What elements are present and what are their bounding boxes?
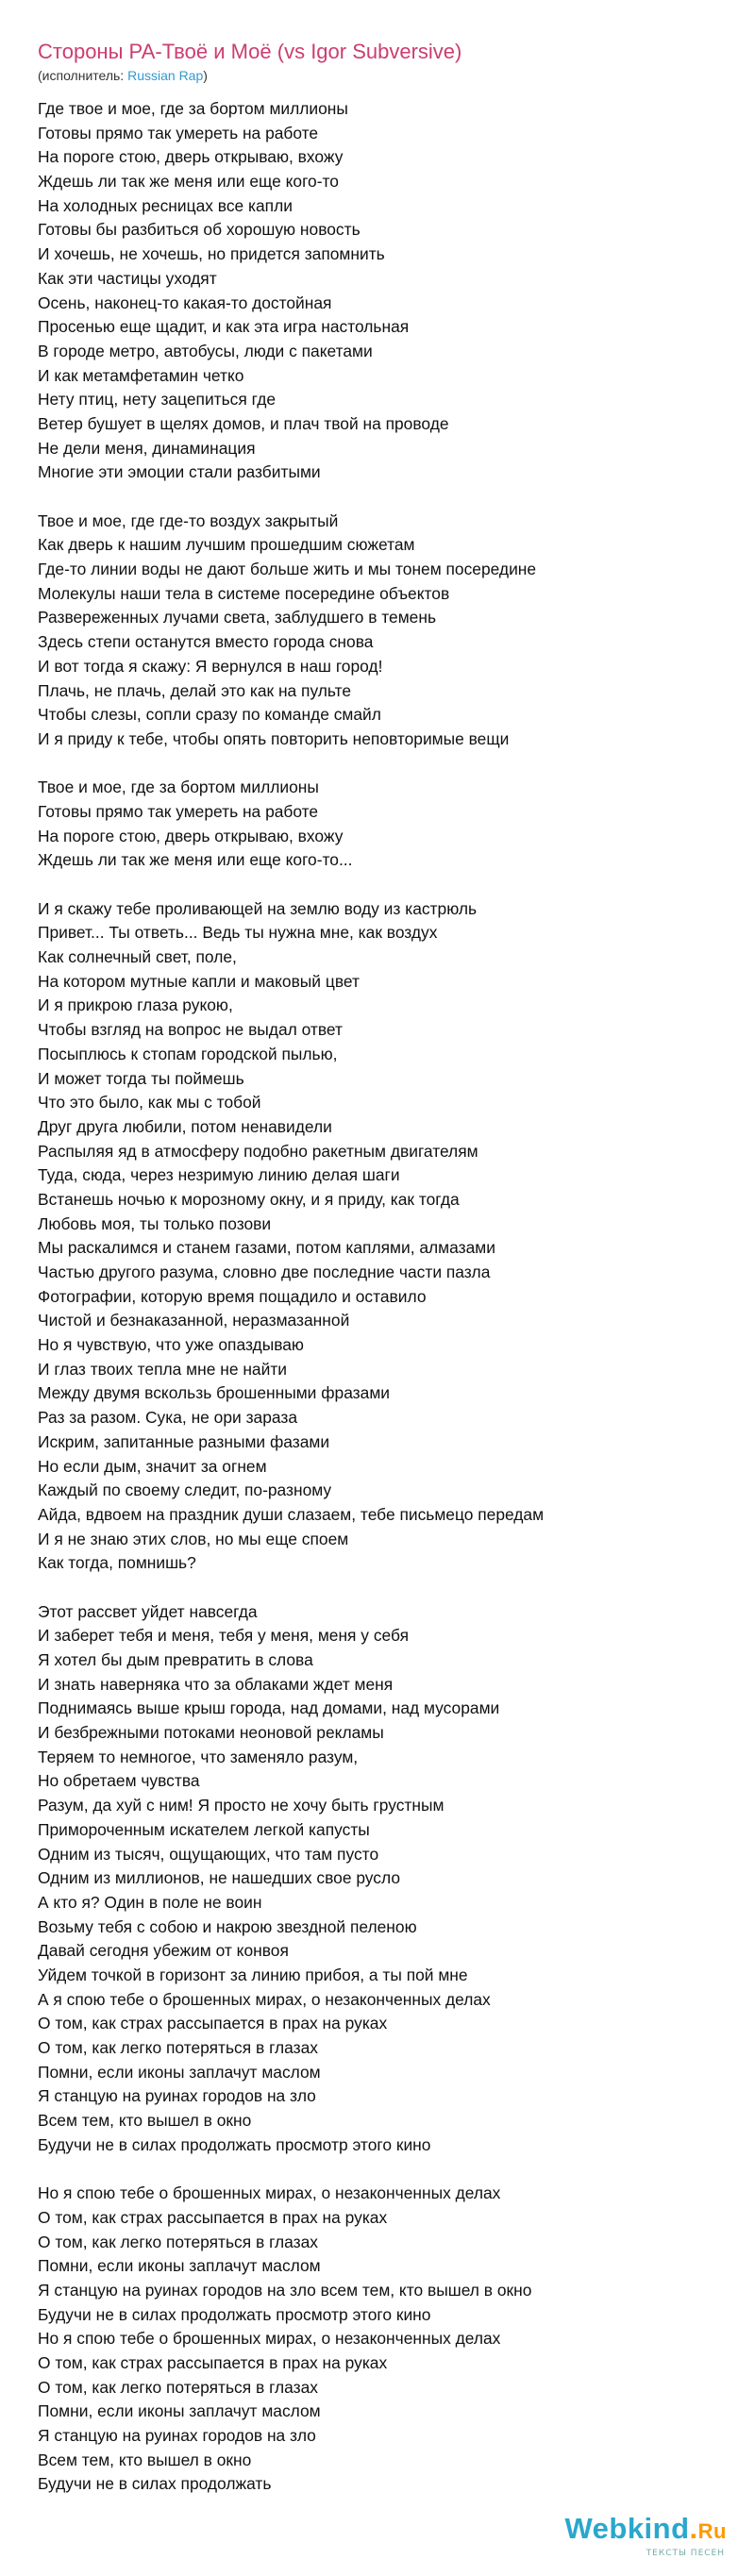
lyric-line: О том, как легко потеряться в глазах xyxy=(38,2038,318,2057)
lyric-line: Туда, сюда, через незримую линию делая шаги xyxy=(38,1165,400,1185)
lyric-line: Помни, если иконы заплачут маслом xyxy=(38,2401,321,2421)
lyric-line: Где-то линии воды не дают больше жить и мы тонем посередине xyxy=(38,560,537,579)
lyric-line: А кто я? Один в поле не воин xyxy=(38,1892,262,1912)
lyric-line: Не дели меня, динаминация xyxy=(38,438,256,458)
lyric-line: Развереженных лучами света, заблудшего в темень xyxy=(38,608,437,627)
lyric-line: На пороге стою, дверь открываю, вхожу xyxy=(38,147,344,167)
artist-link[interactable]: Russian Rap xyxy=(127,68,204,83)
lyric-line: Привет... Ты ответь... Ведь ты нужна мне, как воздух xyxy=(38,923,438,943)
lyric-line: Одним из тысяч, ощущающих, что там пусто xyxy=(38,1844,379,1864)
lyric-line: Ждешь ли так же меня или еще кого-то xyxy=(38,172,339,192)
logo-name: Webkind xyxy=(564,2512,690,2545)
lyric-line: Где твое и мое, где за бортом миллионы xyxy=(38,99,348,118)
page-title: Стороны РА-Твоё и Моё (vs Igor Subversive) xyxy=(38,40,462,63)
lyric-line: Между двумя вскользь брошенными фразами xyxy=(38,1383,390,1403)
lyric-line: И безбрежными потоками неоновой рекламы xyxy=(38,1723,384,1743)
lyric-line: Но если дым, значит за огнем xyxy=(38,1456,267,1476)
lyric-line: О том, как страх рассыпается в прах на руках xyxy=(38,2207,388,2227)
lyric-line: И заберет тебя и меня, тебя у меня, меня у себя xyxy=(38,1626,409,1646)
artist-line xyxy=(38,68,208,83)
lyric-line: Одним из миллионов, не нашедших свое русло xyxy=(38,1868,401,1888)
lyric-line: Многие эти эмоции стали разбитыми xyxy=(38,462,321,482)
lyric-line: Мы раскалимся и станем газами, потом каплями, алмазами xyxy=(38,1238,495,1258)
lyric-line: Друг друга любили, потом ненавидели xyxy=(38,1116,332,1136)
lyric-line: Здесь степи останутся вместо города снова xyxy=(38,632,374,652)
lyric-line: О том, как легко потеряться в глазах xyxy=(38,2377,318,2397)
logo-tagline: ТЕКСТЫ ПЕСЕН xyxy=(646,2549,725,2558)
lyric-line: И хочешь, не хочешь, но придется запомнить xyxy=(38,244,385,264)
lyric-line: Ждешь ли так же меня или еще кого-то... xyxy=(38,850,353,870)
logo-wordmark xyxy=(564,2512,727,2546)
lyric-line: И я не знаю этих слов, но мы еще споем xyxy=(38,1529,349,1548)
lyric-line: Встанешь ночью к морозному окну, и я приду, как тогда xyxy=(38,1189,460,1209)
lyric-line: Помни, если иконы заплачут маслом xyxy=(38,2062,321,2082)
lyric-line: А я спою тебе о брошенных мирах, о незаконченных делах xyxy=(38,1989,491,2009)
lyric-line: Но я чувствую, что уже опаздываю xyxy=(38,1335,304,1355)
lyric-line: Готовы прямо так умереть на работе xyxy=(38,801,319,821)
lyric-line: На пороге стою, дверь открываю, вхожу xyxy=(38,826,344,845)
lyric-line: Чтобы взгляд на вопрос не выдал ответ xyxy=(38,1020,343,1040)
lyric-line: Я станцую на руинах городов на зло всем тем, кто вышел в окно xyxy=(38,2280,532,2300)
lyric-line: О том, как страх рассыпается в прах на руках xyxy=(38,2352,388,2372)
lyric-line: Твое и мое, где за бортом миллионы xyxy=(38,778,319,797)
lyric-line: Давай сегодня убежим от конвоя xyxy=(38,1941,289,1961)
lyric-line: Я хотел бы дым превратить в слова xyxy=(38,1650,313,1669)
lyric-line: Чтобы слезы, сопли сразу по команде смайл xyxy=(38,705,381,725)
lyric-line: Раз за разом. Сука, не ори зараза xyxy=(38,1408,298,1428)
artist-suffix: ) xyxy=(203,68,208,83)
lyric-line: И вот тогда я скажу: Я вернулся в наш город! xyxy=(38,656,383,676)
lyric-line: И как метамфетамин четко xyxy=(38,365,244,385)
lyric-line: Ветер бушует в щелях домов, и плач твой на проводе xyxy=(38,413,449,433)
logo-dot: . xyxy=(689,2512,698,2545)
lyric-line: Плачь, не плачь, делай это как на пульте xyxy=(38,680,352,700)
lyric-line: Любовь моя, ты только позови xyxy=(38,1213,272,1233)
lyric-line: Я станцую на руинах городов на зло xyxy=(38,2426,316,2445)
lyric-line: Всем тем, кто вышел в окно xyxy=(38,2111,252,2131)
lyric-line: Как дверь к нашим лучшим прошедшим сюжетам xyxy=(38,535,415,555)
lyric-line: Нету птиц, нету зацепиться где xyxy=(38,390,277,410)
lyric-line: О том, как легко потеряться в глазах xyxy=(38,2232,318,2251)
lyric-line: Я станцую на руинах городов на зло xyxy=(38,2086,316,2106)
stanza-break xyxy=(38,1576,736,1600)
lyric-line: Как солнечный свет, поле, xyxy=(38,947,237,967)
lyric-line: Как тогда, помнишь? xyxy=(38,1553,196,1573)
lyric-line: На холодных ресницах все капли xyxy=(38,195,293,215)
lyric-line: И я приду к тебе, чтобы опять повторить неповторимые вещи xyxy=(38,728,510,748)
lyric-line: Но я спою тебе о брошенных мирах, о незаконченных делах xyxy=(38,2183,501,2203)
lyric-line: Теряем то немногое, что заменяло разум, xyxy=(38,1747,359,1766)
lyric-line: И я скажу тебе проливающей на землю воду из кастрюль xyxy=(38,898,478,918)
lyric-line: Но обретаем чувства xyxy=(38,1771,200,1791)
lyric-line: Будучи не в силах продолжать xyxy=(38,2474,272,2494)
lyric-line: Будучи не в силах продолжать просмотр этого кино xyxy=(38,2304,431,2324)
lyric-line: И знать наверняка что за облаками ждет меня xyxy=(38,1674,394,1694)
lyric-line: Фотографии, которую время пощадило и оставило xyxy=(38,1286,427,1306)
lyric-line: Что это было, как мы с тобой xyxy=(38,1093,261,1112)
lyric-line: Готовы прямо так умереть на работе xyxy=(38,123,319,142)
logo-tld: Ru xyxy=(697,2519,727,2543)
artist-prefix: (исполнитель: xyxy=(38,68,128,83)
lyric-line: Всем тем, кто вышел в окно xyxy=(38,2450,252,2469)
stanza-break xyxy=(38,2157,736,2182)
lyric-line: Будучи не в силах продолжать просмотр этого кино xyxy=(38,2134,431,2154)
lyrics-body xyxy=(38,97,736,2497)
lyric-line: Чистой и безнаказанной, неразмазанной xyxy=(38,1311,350,1330)
site-logo[interactable] xyxy=(538,2512,727,2568)
lyric-line: На котором мутные капли и маковый цвет xyxy=(38,971,360,991)
lyric-line: Уйдем точкой в горизонт за линию прибоя, а ты пой мне xyxy=(38,1965,468,1984)
lyric-line: В городе метро, автобусы, люди с пакетами xyxy=(38,341,373,360)
lyric-line: И я прикрою глаза рукою, xyxy=(38,995,233,1015)
lyric-line: Как эти частицы уходят xyxy=(38,268,217,288)
lyric-line: Распыляя яд в атмосферу подобно ракетным двигателям xyxy=(38,1141,478,1161)
lyric-line: Молекулы наши тела в системе посередине объектов xyxy=(38,583,450,603)
lyric-line: Твое и мое, где где-то воздух закрытый xyxy=(38,510,339,530)
lyric-line: И может тогда ты поймешь xyxy=(38,1068,244,1088)
lyric-line: Просенью еще щадит, и как эта игра настольная xyxy=(38,317,410,337)
lyric-line: О том, как страх рассыпается в прах на руках xyxy=(38,2014,388,2033)
lyric-line: Искрим, запитанные разными фазами xyxy=(38,1431,330,1451)
lyric-line: Посыплюсь к стопам городской пылью, xyxy=(38,1044,338,1063)
lyric-line: Но я спою тебе о брошенных мирах, о незаконченных делах xyxy=(38,2329,501,2349)
lyric-line: И глаз твоих тепла мне не найти xyxy=(38,1359,287,1379)
lyric-line: Каждый по своему следит, по-разному xyxy=(38,1480,332,1500)
lyric-line: Айда, вдвоем на праздник души слазаем, тебе письмецо передам xyxy=(38,1504,545,1524)
lyric-line: Разум, да хуй с ним! Я просто не хочу быть грустным xyxy=(38,1796,445,1815)
stanza-break xyxy=(38,752,736,777)
lyric-line: Осень, наконец-то какая-то достойная xyxy=(38,293,332,312)
lyric-line: Помни, если иконы заплачут маслом xyxy=(38,2256,321,2276)
stanza-break xyxy=(38,873,736,897)
lyric-line: Готовы бы разбиться об хорошую новость xyxy=(38,220,361,240)
stanza-break xyxy=(38,485,736,510)
lyric-line: Частью другого разума, словно две последние части пазла xyxy=(38,1263,491,1281)
lyric-line: Примороченным искателем легкой капусты xyxy=(38,1819,370,1839)
lyric-line: Этот рассвет уйдет навсегда xyxy=(38,1601,258,1621)
lyric-line: Поднимаясь выше крыш города, над домами, над мусорами xyxy=(38,1698,500,1718)
lyric-line: Возьму тебя с собою и накрою звездной пеленою xyxy=(38,1916,417,1936)
